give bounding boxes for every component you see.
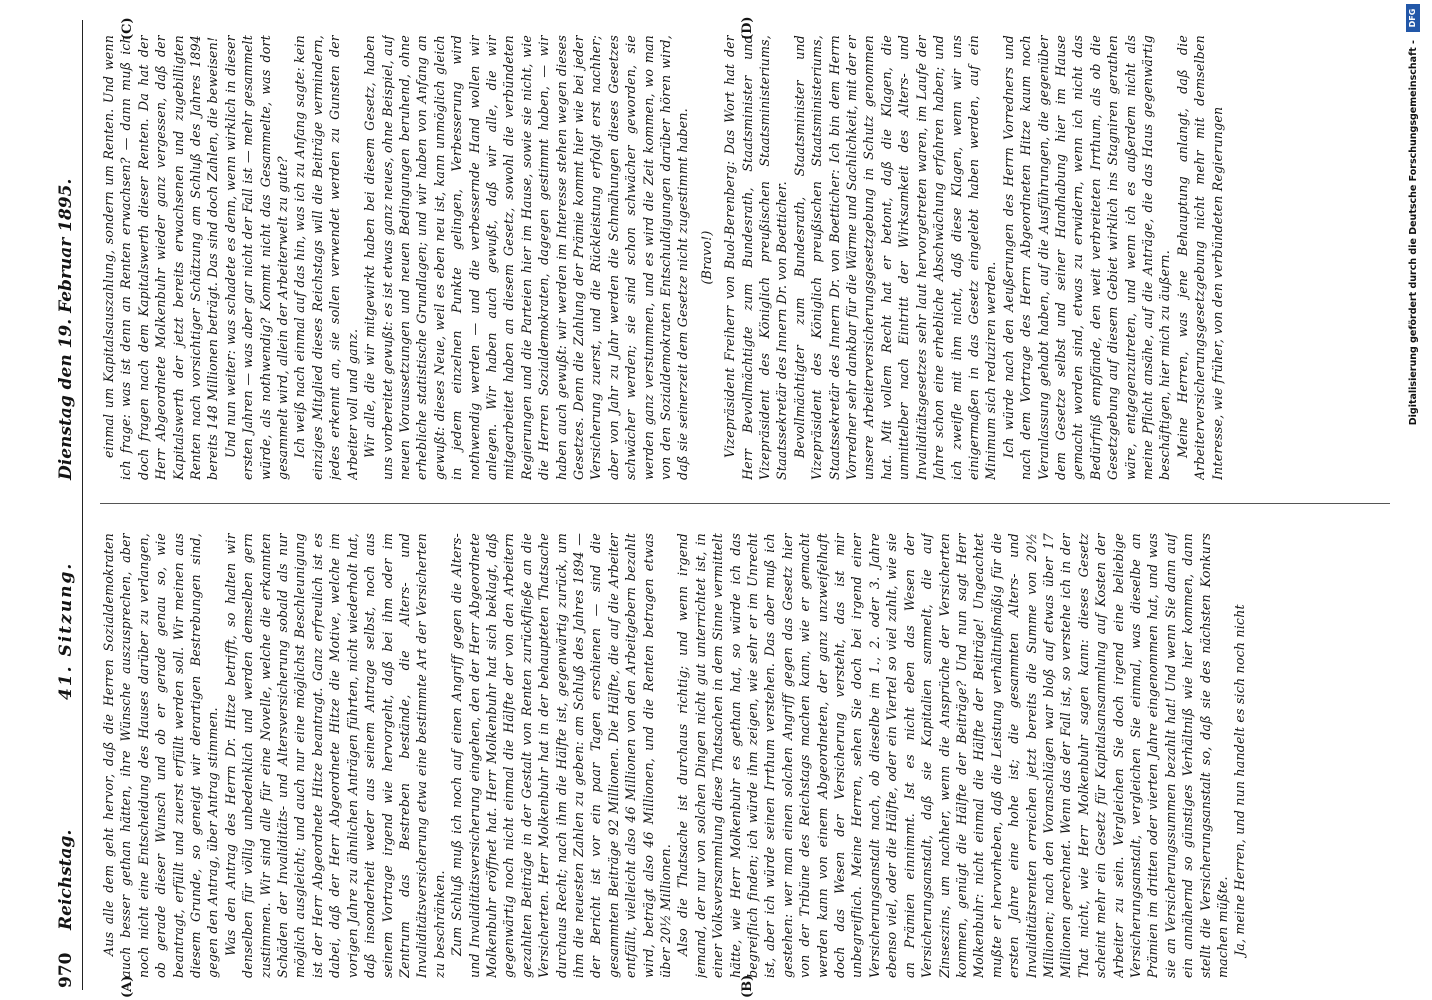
paragraph: Bevollmächtigter zum Bundesrath, Staatsminister und Vizepräsident des Königlich preußischen Staatsministeriums, Staatssekretär des Innern Dr. von Boetticher: Ich bin dem Herrn Vorredner sehr dankbar für die Wärme und Sachlichkeit, mit der er unsere Arbeiterversicherungsgesetzgebung in Schutz genommen hat. Mit vollem Recht hat er betont, daß die Klagen, die unmittelber nach Eintritt der Wirksamkeit des Alters- und Invaliditätsgesetzes sehr laut hervorgetreten waren, im Laufe der Jahre schon eine erhebliche Abschwächung erfahren haben; und ich zweifle mit ihm nicht, daß diese Klagen, wenn wir uns einigermaßen in das Gesetz eingelebt haben werden, auf ein Minimum sich reduziren werden. <box>791 35 999 480</box>
column-divider <box>100 503 1390 504</box>
paragraph: Und nun weiter: was schadete es denn, wenn wirklich in dieser ersten Jahren — was aber gar nicht der Fall ist — mehr gesammelt würde, als nothwendig? Kommt nicht das Gesammelte, was dort gesammelt wird, allein der Arbeiterwelt zu gute? <box>222 35 291 480</box>
margin-marker-b: (B) <box>740 974 755 998</box>
paragraph: einmal um Kapitalsauszahlung, sondern um Renten. Und wenn ich frage: was ist denn an Renten erwachsen? — dann muß ich doch fragen nach dem Kapitalswerth dieser Renten. Da hat der Herr Abgeordnete Molkenbuhr wieder ganz vergessen, daß der Kapitalswerth der jetzt bereits erwachsenen und zugebilligten Renten nach vorsichtiger Schätzung am Schluß des Jahres 1894 bereits 148 Millionen beträgt. Das sind doch Zahlen, die beweisen! <box>101 35 221 480</box>
paragraph: Ich weiß nach einmal auf das hin, was ich zu Anfang sagte: kein einziges Mitglied dieses Reichstags will die Beiträge vermindern, jedes erkennt an, sie sollen verwendet werden zu Gunsten der Arbeiter voll und ganz. <box>292 35 360 480</box>
paragraph: Ich würde nach den Aeußerungen des Herrn Vorredners und nach dem Vortrage des Herrn Abgeordneten Hitze kaum noch Veranlassung gehabt haben, auf die Ausführungen, die gegenüber dem Gesetze selbst und seiner Handhabung hier im Hause gemacht worden sind, etwas zu erwidern, wenn ich nicht das Bedürfniß empfände, den weit verbreiteten Irrthum, als ob die Gesetzgebung auf diesem Gebiet wirklich ins Stagniren gerathen wäre, entgegenzutreten, und wenn ich es außerdem nicht als meine Pflicht ansähe, auf die Anträge, die das Haus gegenwärtig beschäftigen, hier mich zu äußern. <box>1000 35 1173 480</box>
paragraph: Wir alle, die wir mitgewirkt haben bei diesem Gesetz, haben uns vorbereitet gewußt: es ist etwas ganz neues, ohne Beispiel, auf neuen Voraussetzungen und neuen Bedingungen beruhend, ohne erhebliche statistische Grundlagen; und wir haben von Anfang an gewußt: dieses Neue, weil es eben neu ist, kann unmöglich gleich in jedem einzelnen Punkte gelingen, Verbesserung wird nothwendig werden — und die verbessernde Hand wollen wir anlegen. Wir haben auch gewußt, daß wir alle, die wir mitgearbeitet haben an diesem Gesetz, sowohl die verbündeten Regierungen und die Parteien hier im Hause, sowie sie nicht, wie die Herren Sozialdemokraten, dagegen gestimmt haben, — wir haben auch gewußt: wir werden im Interesse stehen wegen dieses Gesetzes. Denn die Zahlung der Prämie kommt hier wie bei jeder Versicherung zuerst, und die Rückleistung erfolgt erst nachher; aber von Jahr zu Jahr werden die Schmähungen dieses Gesetzes schwächer werden; sie sind schon schwächer geworden, sie werden ganz verstummen, und es wird die Zeit kommen, wo man von den Sozialdemokraten Entschuldigungen darüber hören wird, daß sie seinerzeit dem Gesetze nicht zugestimmt haben. <box>362 35 691 480</box>
digitization-credit <box>1400 0 1430 1000</box>
paragraph: Ja, meine Herren, und nun handelt es sich noch nicht <box>1232 604 1248 956</box>
paragraph: Vizepräsident Freiherr von Buol-Berenberg: Das Wort hat der Herr Bevollmächtigte zum Bundesrath, Staatsminister und Vizepräsident des Königlich preußischen Staatsministeriums, Staatssekretär des Innern Dr. von Boetticher. <box>722 35 790 480</box>
margin-marker-a: (A) <box>120 975 135 998</box>
header-title: Reichstag. <box>56 829 76 930</box>
applause-note: (Bravo!) <box>698 230 714 285</box>
paragraph: Also die Thatsache ist durchaus richtig; und wenn irgend jemand, der nur von solchen Dingen nicht gut unterrichtet ist, in einer Volksversammlung diese Thatsachen in dem Sinne vermittelt hätte, wie Herr Molkenbuhr es gethan hat, so würde ich das begreiflich finden; ich würde ihm zeigen, wie sehr er im Unrecht ist, aber ich würde seinen Irrthum verstehen. Das aber muß ich gestehen: wer man einen solchen Angriff gegen das Gesetz hier von der Tribüne des Reichstags machen kann, wie er gemacht werden kann von einem Abgeordneten, der ganz unzweifelhaft doch das Wesen der Versicherung versteht, das ist mir unbegreiflich. Meine Herren, sehen Sie doch bei irgend einer Versicherungsanstalt nach, ob dieselbe im 1., 2. oder 3. Jahre ebenso viel, oder die Hälfte, oder ein Viertel so viel zahlt, wie sie an Prämien einnimmt. Ist es nicht eben das Wesen der Versicherungsanstalt, daß sie Kapitalien sammelt, die auf Zinseszins, um nachher, wenn die Ansprüche der Versicherten kommen, genügt die Hälfte der Beiträge? Und nun sagt Herr Molkenbuhr: nicht einmal die Hälfte der Beiträge! Ungeachtet mußte er hervorheben, daß die Leistung verhältnißmäßig für die ersten Jahre eine hohe ist; die gesammten Alters- und Invaliditätsrenten erreichen jetzt bereits die Summe von 20½ Millionen; nach den Voranschlägen war bloß auf etwas über 17 Millionen gerechnet. Wenn das der Fall ist, so verstehe ich in der That nicht, wie Herr Molkenbuhr sagen kann: dieses Gesetz scheint mehr ein Gesetz für Kapitalsansammlung auf Kosten der Arbeiter zu sein. Vergleichen Sie doch irgend eine beliebige Versicherungsanstalt, vergleichen Sie einmal, was dieselbe an Prämien im dritten oder vierten Jahre eingenommen hat, und was sie an Versicherungssummen bezahlt hat! Und wenn Sie dann auf ein annähernd so günstiges Verhältniß wie hier kommen, dann stellt die Versicherungsanstalt so, daß sie des nächsten Konkurs machen müßte. <box>675 533 1230 978</box>
header-session: 41. Sitzung. <box>56 561 76 700</box>
dfg-logo: DFG <box>1406 4 1420 32</box>
text-column-right <box>100 35 1390 480</box>
margin-marker-d: (D) <box>740 16 755 40</box>
paragraph: Meine Herren, was jene Behauptung anlangt, daß die Arbeiterversicherungsgesetzgebung nicht mehr mit demselben Interesse, wie früher, von den verbündeten Regierungen <box>1174 35 1225 480</box>
page-number: 970 <box>56 952 76 988</box>
text-column-left <box>100 533 1390 978</box>
paragraph: Zum Schluß muß ich noch auf einen Angriff gegen die Alters- und Invaliditätsversicherung eingehen, den der Herr Abgeordnete Molkenbuhr eröffnet hat. Herr Molkenbuhr hat sich beklagt, daß gegenwärtig noch nicht einmal die Hälfte der von den Arbeitern gezahlten Beiträge in der Gestalt von Renten zurückfließe an die Versicherten. Herr Molkenbuhr hat in der behaupteten Thatsache durchaus Recht; nach ihm die Hälfte ist, gegenwärtig zurück, um ihm die neuesten Zahlen zu geben: am Schluß des Jahres 1894 — der Bericht ist vor ein paar Tagen erschienen — sind die gesammten Beiträge 92 Millionen. Die Hälfte, die auf die Arbeiter entfällt, vielleicht also 46 Millionen von den Arbeitgebern bezahlt wird, beträgt also 46 Millionen, und die Renten betragen etwas über 20½ Millionen. <box>449 533 673 978</box>
credit-text: Digitalisierung gefördert durch die Deutsche Forschungsgemeinschaft - <box>1408 40 1419 426</box>
header-date: Dienstag den 19. Februar 1895. <box>56 178 76 480</box>
paragraph: Was den Antrag des Herrn Dr. Hitze betrifft, so halten wir denselben für völlig unbedenklich und werden demselben gern zustimmen. Wir sind alle für eine Novelle, welche die erkannten Schäden der Invaliditäts- und Altersversicherung sobald als nur möglich ausgleicht; und auch nur eine möglichst Beschleunigung ist der Herr Abgeordnete Hitze beantragt. Ganz erfreulich ist es dabei, daß der Herr Abgeordnete Hitze die Motive, welche im vorigen Jahre zu ähnlichen Anträgen führten, nicht wiederholt hat, daß insonderheit weder aus seinem Antrage selbst, noch aus seinem Vortrage irgend wie hervorgeht, daß bei ihm oder im Zentrum das Bestreben bestände, die Alters- und Invaliditätsversicherung etwa eine bestimmte Art der Versicherten zu beschränken. <box>222 533 447 978</box>
header-rule <box>82 20 83 990</box>
paragraph: Aus alle dem geht hervor, daß die Herren Sozialdemokraten auch besser gethan hätten, ihre Wünsche auszusprechen, aber noch nicht eine Entscheidung des Hauses darüber zu verlangen, ob gerade dieser Wunsch und ob er gerade genau so, wie beantragt, erfüllt und zuerst erfüllt werden soll. Wir meinen aus diesem Grunde, so geneigt wir derartigen Bestrebungen sind, gegen den Antrag, über Antrag stimmen. <box>101 533 221 978</box>
margin-marker-c: (C) <box>120 17 135 40</box>
page-header <box>40 0 84 1000</box>
